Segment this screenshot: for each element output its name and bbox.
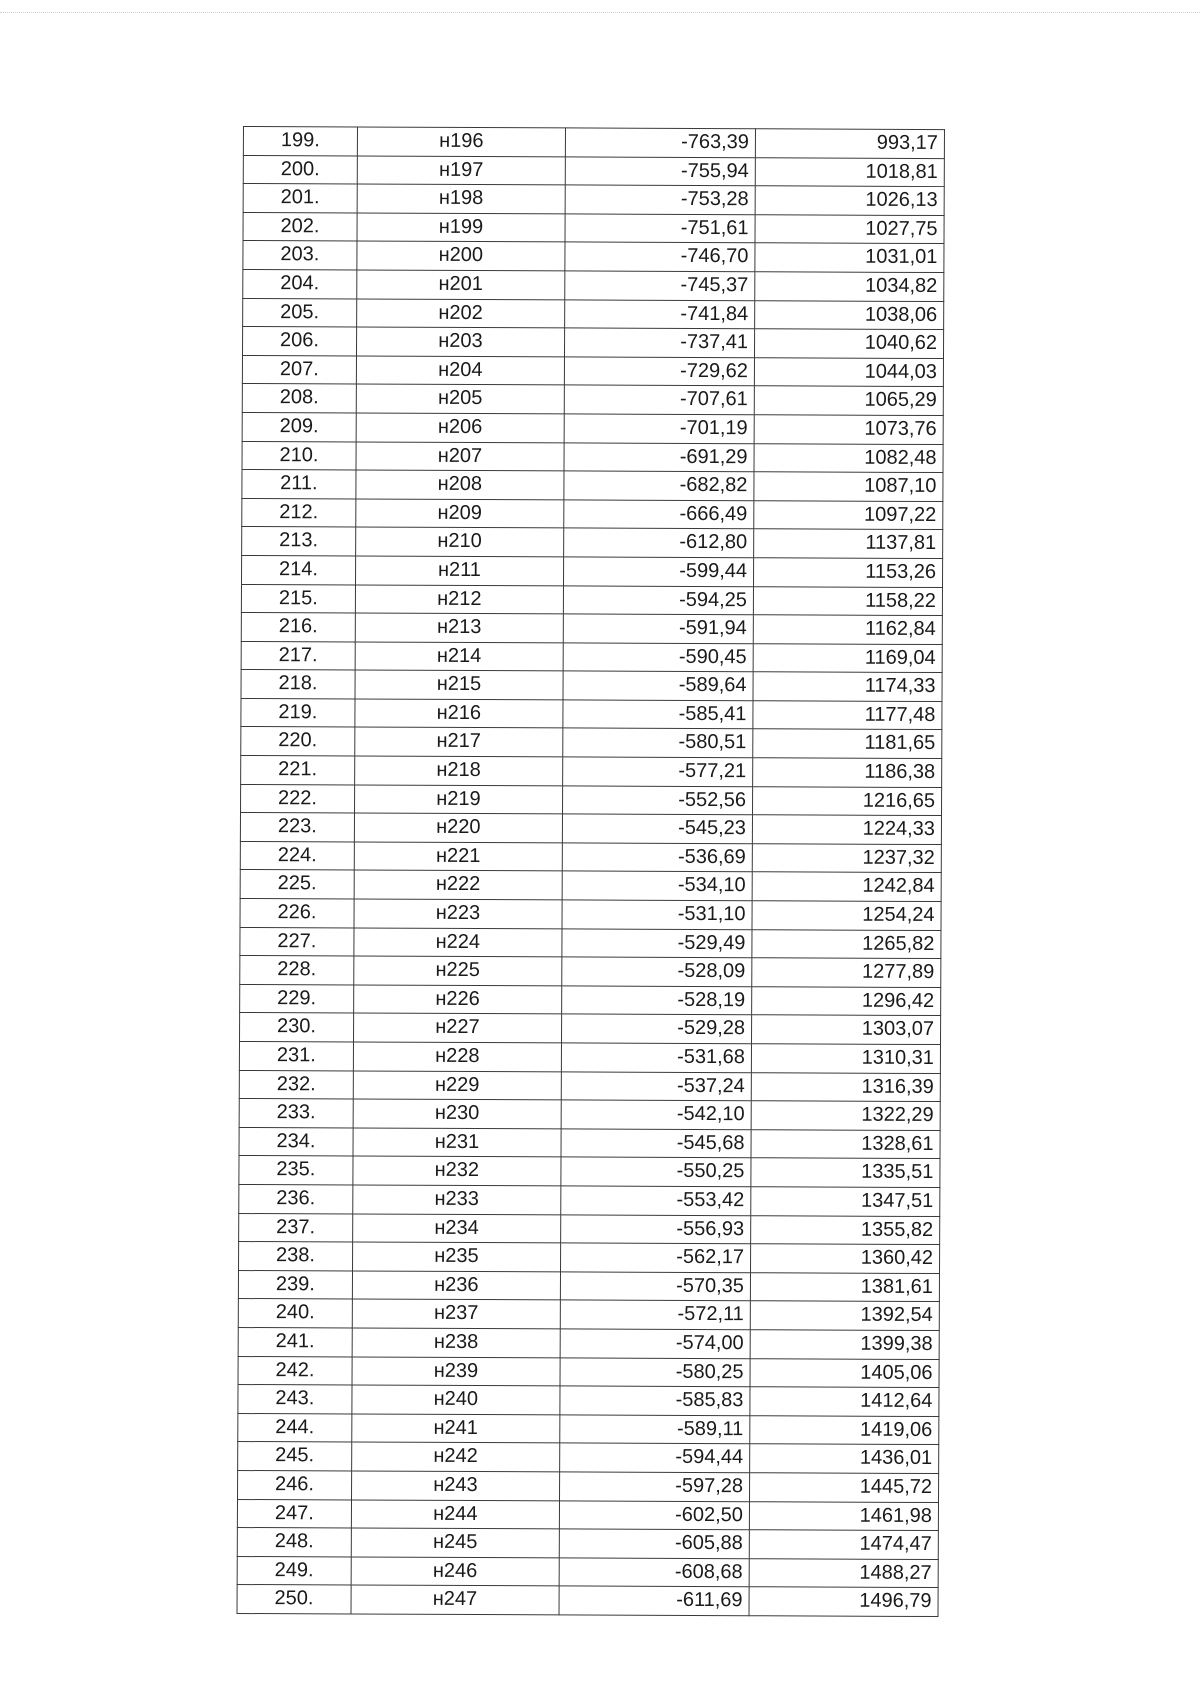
x-coordinate-cell: -599,44 bbox=[564, 557, 754, 586]
row-number-cell: 241. bbox=[238, 1327, 352, 1356]
x-coordinate-cell: -570,35 bbox=[560, 1272, 750, 1301]
x-coordinate-cell: -572,11 bbox=[560, 1300, 750, 1329]
table-row bbox=[241, 584, 942, 616]
y-coordinate-cell: 1034,82 bbox=[755, 272, 944, 301]
table-row bbox=[242, 441, 943, 473]
x-coordinate-cell: -594,25 bbox=[563, 585, 753, 614]
y-coordinate-cell: 1162,84 bbox=[753, 615, 942, 644]
point-name-cell: н206 bbox=[356, 413, 564, 443]
x-coordinate-cell: -612,80 bbox=[564, 528, 754, 557]
point-name-cell: н204 bbox=[356, 356, 564, 386]
row-number-cell: 240. bbox=[238, 1299, 352, 1328]
y-coordinate-cell: 1026,13 bbox=[755, 186, 944, 215]
row-number-cell: 238. bbox=[239, 1242, 353, 1271]
x-coordinate-cell: -556,93 bbox=[561, 1214, 751, 1243]
table-row bbox=[242, 527, 943, 559]
y-coordinate-cell: 1031,01 bbox=[755, 243, 944, 272]
row-number-cell: 200. bbox=[243, 155, 357, 184]
x-coordinate-cell: -580,25 bbox=[560, 1357, 750, 1386]
table-row bbox=[240, 813, 941, 845]
table-row bbox=[242, 470, 943, 502]
table-row bbox=[242, 555, 943, 587]
row-number-cell: 225. bbox=[240, 870, 354, 899]
x-coordinate-cell: -545,68 bbox=[561, 1129, 751, 1158]
y-coordinate-cell: 1277,89 bbox=[752, 958, 941, 987]
point-name-cell: н226 bbox=[353, 985, 561, 1015]
point-name-cell: н231 bbox=[353, 1128, 561, 1158]
row-number-cell: 212. bbox=[242, 498, 356, 527]
y-coordinate-cell: 1073,76 bbox=[754, 415, 943, 444]
y-coordinate-cell: 1412,64 bbox=[750, 1387, 939, 1416]
point-name-cell: н238 bbox=[352, 1328, 560, 1358]
x-coordinate-cell: -753,28 bbox=[565, 185, 755, 214]
x-coordinate-cell: -746,70 bbox=[565, 242, 755, 271]
y-coordinate-cell: 1496,79 bbox=[749, 1587, 938, 1616]
row-number-cell: 203. bbox=[243, 241, 357, 270]
row-number-cell: 219. bbox=[241, 698, 355, 727]
table-row bbox=[243, 155, 944, 187]
x-coordinate-cell: -745,37 bbox=[565, 271, 755, 300]
point-name-cell: н216 bbox=[355, 699, 563, 729]
point-name-cell: н240 bbox=[352, 1385, 560, 1415]
point-name-cell: н207 bbox=[356, 442, 564, 472]
point-name-cell: н219 bbox=[354, 785, 562, 815]
point-name-cell: н245 bbox=[351, 1528, 559, 1558]
table-row bbox=[242, 355, 943, 387]
y-coordinate-cell: 1097,22 bbox=[754, 500, 943, 529]
y-coordinate-cell: 1174,33 bbox=[753, 672, 942, 701]
y-coordinate-cell: 1216,65 bbox=[753, 786, 942, 815]
x-coordinate-cell: -751,61 bbox=[565, 214, 755, 243]
point-name-cell: н217 bbox=[355, 727, 563, 757]
row-number-cell: 245. bbox=[238, 1442, 352, 1471]
row-number-cell: 211. bbox=[242, 470, 356, 499]
coordinates-table-body bbox=[237, 127, 944, 1617]
table-row bbox=[241, 784, 942, 816]
row-number-cell: 202. bbox=[243, 212, 357, 241]
row-number-cell: 209. bbox=[242, 412, 356, 441]
y-coordinate-cell: 993,17 bbox=[755, 129, 944, 158]
row-number-cell: 224. bbox=[240, 841, 354, 870]
table-row bbox=[237, 1499, 938, 1531]
x-coordinate-cell: -545,23 bbox=[562, 814, 752, 843]
coordinates-table bbox=[237, 126, 945, 1617]
y-coordinate-cell: 1322,29 bbox=[751, 1101, 940, 1130]
row-number-cell: 217. bbox=[241, 641, 355, 670]
row-number-cell: 199. bbox=[243, 127, 357, 156]
point-name-cell: н198 bbox=[357, 184, 565, 214]
x-coordinate-cell: -611,69 bbox=[559, 1586, 749, 1615]
x-coordinate-cell: -691,29 bbox=[564, 442, 754, 471]
x-coordinate-cell: -552,56 bbox=[563, 786, 753, 815]
table-row bbox=[237, 1528, 938, 1560]
y-coordinate-cell: 1186,38 bbox=[753, 758, 942, 787]
y-coordinate-cell: 1445,72 bbox=[750, 1473, 939, 1502]
x-coordinate-cell: -741,84 bbox=[565, 299, 755, 328]
table-row bbox=[243, 241, 944, 273]
x-coordinate-cell: -553,42 bbox=[561, 1186, 751, 1215]
x-coordinate-cell: -701,19 bbox=[564, 414, 754, 443]
y-coordinate-cell: 1347,51 bbox=[751, 1187, 940, 1216]
row-number-cell: 220. bbox=[241, 727, 355, 756]
y-coordinate-cell: 1303,07 bbox=[752, 1015, 941, 1044]
row-number-cell: 228. bbox=[240, 956, 354, 985]
row-number-cell: 221. bbox=[241, 756, 355, 785]
row-number-cell: 249. bbox=[237, 1556, 351, 1585]
row-number-cell: 222. bbox=[241, 784, 355, 813]
y-coordinate-cell: 1044,03 bbox=[754, 357, 943, 386]
row-number-cell: 243. bbox=[238, 1385, 352, 1414]
table-row bbox=[241, 756, 942, 788]
point-name-cell: н200 bbox=[357, 241, 565, 271]
x-coordinate-cell: -591,94 bbox=[563, 614, 753, 643]
row-number-cell: 239. bbox=[238, 1270, 352, 1299]
row-number-cell: 233. bbox=[239, 1099, 353, 1128]
y-coordinate-cell: 1027,75 bbox=[755, 215, 944, 244]
row-number-cell: 227. bbox=[240, 927, 354, 956]
x-coordinate-cell: -536,69 bbox=[562, 843, 752, 872]
y-coordinate-cell: 1242,84 bbox=[752, 872, 941, 901]
x-coordinate-cell: -580,51 bbox=[563, 728, 753, 757]
point-name-cell: н221 bbox=[354, 842, 562, 872]
table-row bbox=[238, 1470, 939, 1502]
table-row bbox=[239, 1156, 940, 1188]
x-coordinate-cell: -574,00 bbox=[560, 1329, 750, 1358]
x-coordinate-cell: -605,88 bbox=[559, 1529, 749, 1558]
y-coordinate-cell: 1224,33 bbox=[752, 815, 941, 844]
y-coordinate-cell: 1405,06 bbox=[750, 1358, 939, 1387]
row-number-cell: 201. bbox=[243, 184, 357, 213]
x-coordinate-cell: -729,62 bbox=[564, 357, 754, 386]
y-coordinate-cell: 1310,31 bbox=[751, 1044, 940, 1073]
table-row bbox=[243, 184, 944, 216]
point-name-cell: н247 bbox=[351, 1585, 559, 1615]
row-number-cell: 223. bbox=[240, 813, 354, 842]
x-coordinate-cell: -594,44 bbox=[560, 1443, 750, 1472]
x-coordinate-cell: -755,94 bbox=[565, 157, 755, 186]
table-row bbox=[240, 956, 941, 988]
row-number-cell: 246. bbox=[238, 1470, 352, 1499]
table-row bbox=[242, 384, 943, 416]
y-coordinate-cell: 1436,01 bbox=[750, 1444, 939, 1473]
point-name-cell: н196 bbox=[357, 127, 565, 157]
x-coordinate-cell: -666,49 bbox=[564, 500, 754, 529]
point-name-cell: н242 bbox=[351, 1442, 559, 1472]
point-name-cell: н203 bbox=[356, 327, 564, 357]
table-row bbox=[241, 641, 942, 673]
table-row bbox=[240, 927, 941, 959]
table-row bbox=[241, 613, 942, 645]
point-name-cell: н205 bbox=[356, 384, 564, 414]
x-coordinate-cell: -529,49 bbox=[562, 929, 752, 958]
table-row bbox=[243, 127, 944, 159]
y-coordinate-cell: 1237,32 bbox=[752, 844, 941, 873]
y-coordinate-cell: 1158,22 bbox=[753, 586, 942, 615]
y-coordinate-cell: 1137,81 bbox=[754, 529, 943, 558]
x-coordinate-cell: -737,41 bbox=[565, 328, 755, 357]
y-coordinate-cell: 1065,29 bbox=[754, 386, 943, 415]
point-name-cell: н233 bbox=[353, 1185, 561, 1215]
x-coordinate-cell: -597,28 bbox=[560, 1472, 750, 1501]
row-number-cell: 230. bbox=[240, 1013, 354, 1042]
table-row bbox=[239, 1099, 940, 1131]
table-row bbox=[242, 498, 943, 530]
y-coordinate-cell: 1296,42 bbox=[752, 987, 941, 1016]
row-number-cell: 206. bbox=[242, 327, 356, 356]
point-name-cell: н232 bbox=[353, 1156, 561, 1186]
row-number-cell: 235. bbox=[239, 1156, 353, 1185]
point-name-cell: н244 bbox=[351, 1499, 559, 1529]
point-name-cell: н241 bbox=[352, 1414, 560, 1444]
y-coordinate-cell: 1461,98 bbox=[749, 1501, 938, 1530]
point-name-cell: н224 bbox=[354, 928, 562, 958]
row-number-cell: 214. bbox=[242, 555, 356, 584]
y-coordinate-cell: 1153,26 bbox=[754, 558, 943, 587]
table-row bbox=[239, 1127, 940, 1159]
scan-edge-line bbox=[0, 12, 1200, 13]
table-row bbox=[240, 841, 941, 873]
x-coordinate-cell: -542,10 bbox=[561, 1100, 751, 1129]
point-name-cell: н209 bbox=[356, 499, 564, 529]
table-row bbox=[242, 327, 943, 359]
y-coordinate-cell: 1419,06 bbox=[750, 1415, 939, 1444]
point-name-cell: н202 bbox=[356, 299, 564, 329]
table-row bbox=[238, 1442, 939, 1474]
y-coordinate-cell: 1169,04 bbox=[753, 643, 942, 672]
x-coordinate-cell: -529,28 bbox=[562, 1014, 752, 1043]
row-number-cell: 250. bbox=[237, 1585, 351, 1614]
table-row bbox=[243, 269, 944, 301]
x-coordinate-cell: -528,19 bbox=[562, 986, 752, 1015]
point-name-cell: н214 bbox=[355, 642, 563, 672]
row-number-cell: 204. bbox=[243, 269, 357, 298]
row-number-cell: 237. bbox=[239, 1213, 353, 1242]
y-coordinate-cell: 1177,48 bbox=[753, 701, 942, 730]
table-row bbox=[239, 1041, 940, 1073]
y-coordinate-cell: 1355,82 bbox=[751, 1215, 940, 1244]
point-name-cell: н220 bbox=[354, 813, 562, 843]
point-name-cell: н211 bbox=[355, 556, 563, 586]
table-row bbox=[239, 1070, 940, 1102]
row-number-cell: 236. bbox=[239, 1184, 353, 1213]
x-coordinate-cell: -682,82 bbox=[564, 471, 754, 500]
point-name-cell: н235 bbox=[352, 1242, 560, 1272]
table-row bbox=[239, 1213, 940, 1245]
table-row bbox=[243, 298, 944, 330]
row-number-cell: 229. bbox=[240, 984, 354, 1013]
y-coordinate-cell: 1474,47 bbox=[749, 1530, 938, 1559]
x-coordinate-cell: -577,21 bbox=[563, 757, 753, 786]
y-coordinate-cell: 1392,54 bbox=[750, 1301, 939, 1330]
x-coordinate-cell: -531,10 bbox=[562, 900, 752, 929]
y-coordinate-cell: 1335,51 bbox=[751, 1158, 940, 1187]
row-number-cell: 232. bbox=[239, 1070, 353, 1099]
row-number-cell: 247. bbox=[237, 1499, 351, 1528]
y-coordinate-cell: 1038,06 bbox=[755, 300, 944, 329]
y-coordinate-cell: 1399,38 bbox=[750, 1330, 939, 1359]
table-row bbox=[239, 1184, 940, 1216]
point-name-cell: н199 bbox=[357, 213, 565, 243]
point-name-cell: н237 bbox=[352, 1299, 560, 1329]
x-coordinate-cell: -763,39 bbox=[565, 128, 755, 157]
table-row bbox=[238, 1385, 939, 1417]
table-row bbox=[238, 1327, 939, 1359]
point-name-cell: н234 bbox=[352, 1214, 560, 1244]
x-coordinate-cell: -537,24 bbox=[561, 1071, 751, 1100]
row-number-cell: 248. bbox=[237, 1528, 351, 1557]
point-name-cell: н201 bbox=[357, 270, 565, 300]
row-number-cell: 213. bbox=[242, 527, 356, 556]
row-number-cell: 242. bbox=[238, 1356, 352, 1385]
x-coordinate-cell: -562,17 bbox=[561, 1243, 751, 1272]
x-coordinate-cell: -585,41 bbox=[563, 700, 753, 729]
point-name-cell: н197 bbox=[357, 156, 565, 186]
y-coordinate-cell: 1381,61 bbox=[750, 1272, 939, 1301]
row-number-cell: 208. bbox=[242, 384, 356, 413]
row-number-cell: 218. bbox=[241, 670, 355, 699]
y-coordinate-cell: 1181,65 bbox=[753, 729, 942, 758]
x-coordinate-cell: -589,11 bbox=[560, 1415, 750, 1444]
x-coordinate-cell: -590,45 bbox=[563, 643, 753, 672]
x-coordinate-cell: -534,10 bbox=[562, 871, 752, 900]
point-name-cell: н215 bbox=[355, 670, 563, 700]
y-coordinate-cell: 1488,27 bbox=[749, 1558, 938, 1587]
row-number-cell: 231. bbox=[239, 1041, 353, 1070]
table-row bbox=[237, 1556, 938, 1588]
y-coordinate-cell: 1254,24 bbox=[752, 901, 941, 930]
x-coordinate-cell: -585,83 bbox=[560, 1386, 750, 1415]
y-coordinate-cell: 1082,48 bbox=[754, 443, 943, 472]
table-row bbox=[238, 1299, 939, 1331]
x-coordinate-cell: -589,64 bbox=[563, 671, 753, 700]
point-name-cell: н222 bbox=[354, 870, 562, 900]
x-coordinate-cell: -608,68 bbox=[559, 1558, 749, 1587]
point-name-cell: н212 bbox=[355, 584, 563, 614]
table-row bbox=[241, 698, 942, 730]
point-name-cell: н236 bbox=[352, 1271, 560, 1301]
row-number-cell: 205. bbox=[243, 298, 357, 327]
x-coordinate-cell: -707,61 bbox=[564, 385, 754, 414]
row-number-cell: 234. bbox=[239, 1127, 353, 1156]
row-number-cell: 215. bbox=[241, 584, 355, 613]
point-name-cell: н213 bbox=[355, 613, 563, 643]
table-row bbox=[239, 1242, 940, 1274]
table-row bbox=[237, 1585, 938, 1617]
table-row bbox=[240, 1013, 941, 1045]
point-name-cell: н230 bbox=[353, 1099, 561, 1129]
table-row bbox=[241, 727, 942, 759]
y-coordinate-cell: 1265,82 bbox=[752, 929, 941, 958]
point-name-cell: н208 bbox=[356, 470, 564, 500]
x-coordinate-cell: -550,25 bbox=[561, 1157, 751, 1186]
point-name-cell: н246 bbox=[351, 1557, 559, 1587]
point-name-cell: н218 bbox=[354, 756, 562, 786]
point-name-cell: н225 bbox=[354, 956, 562, 986]
row-number-cell: 210. bbox=[242, 441, 356, 470]
point-name-cell: н227 bbox=[353, 1013, 561, 1043]
point-name-cell: н239 bbox=[352, 1357, 560, 1387]
y-coordinate-cell: 1328,61 bbox=[751, 1130, 940, 1159]
table-row bbox=[241, 670, 942, 702]
point-name-cell: н228 bbox=[353, 1042, 561, 1072]
y-coordinate-cell: 1316,39 bbox=[751, 1072, 940, 1101]
row-number-cell: 216. bbox=[241, 613, 355, 642]
table-row bbox=[240, 870, 941, 902]
table-row bbox=[238, 1356, 939, 1388]
y-coordinate-cell: 1087,10 bbox=[754, 472, 943, 501]
table-row bbox=[238, 1413, 939, 1445]
point-name-cell: н243 bbox=[351, 1471, 559, 1501]
point-name-cell: н210 bbox=[355, 527, 563, 557]
row-number-cell: 244. bbox=[238, 1413, 352, 1442]
y-coordinate-cell: 1360,42 bbox=[751, 1244, 940, 1273]
y-coordinate-cell: 1040,62 bbox=[755, 329, 944, 358]
x-coordinate-cell: -528,09 bbox=[562, 957, 752, 986]
table-row bbox=[240, 984, 941, 1016]
row-number-cell: 226. bbox=[240, 899, 354, 928]
table-row bbox=[240, 899, 941, 931]
table-row bbox=[238, 1270, 939, 1302]
x-coordinate-cell: -602,50 bbox=[559, 1500, 749, 1529]
x-coordinate-cell: -531,68 bbox=[561, 1043, 751, 1072]
point-name-cell: н229 bbox=[353, 1071, 561, 1101]
y-coordinate-cell: 1018,81 bbox=[755, 157, 944, 186]
table-row bbox=[242, 412, 943, 444]
point-name-cell: н223 bbox=[354, 899, 562, 929]
table-row bbox=[243, 212, 944, 244]
row-number-cell: 207. bbox=[242, 355, 356, 384]
